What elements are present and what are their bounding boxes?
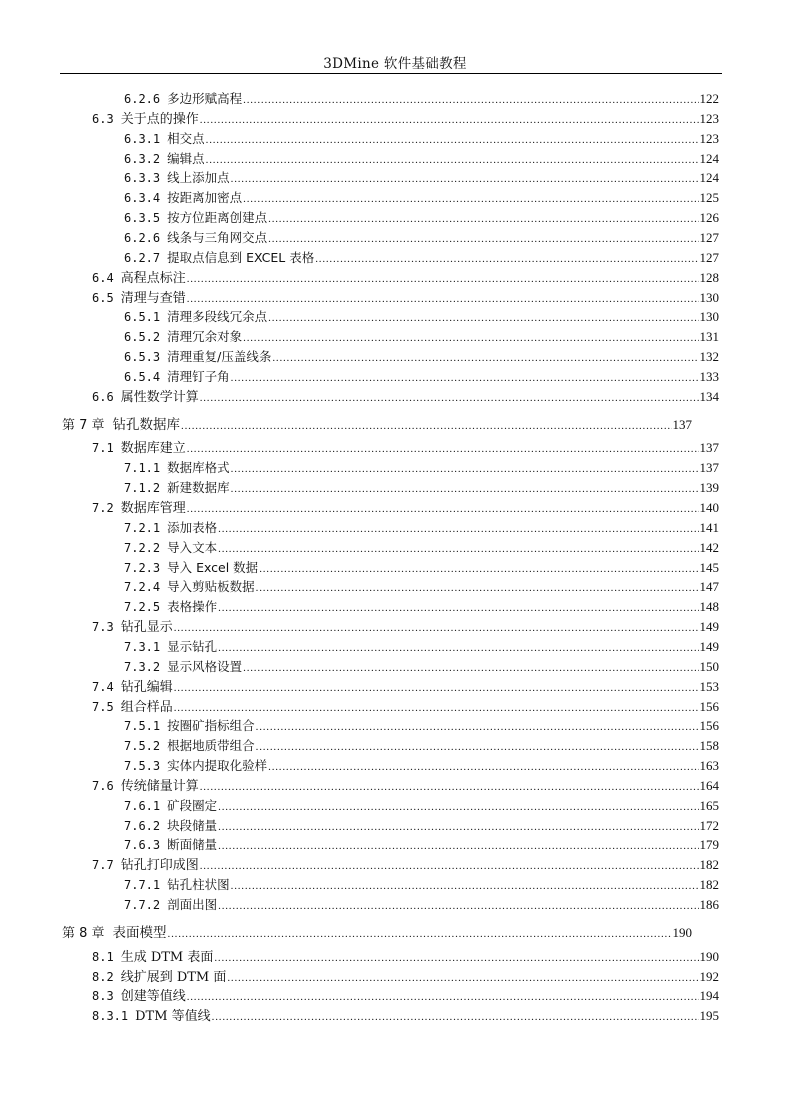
toc-page-number: 123 — [699, 110, 719, 126]
toc-entry-title: 新建数据库 — [167, 480, 230, 496]
toc-entry-number: 6.6 — [92, 389, 114, 404]
toc-entry-number: 7.5.3 — [124, 759, 161, 774]
toc-entry-number: 7.3 — [92, 620, 114, 635]
toc-entry-title: 线扩展到 DTM 面 — [120, 969, 227, 985]
toc-dot-leader — [174, 678, 699, 698]
toc-entry[interactable] — [124, 796, 719, 816]
toc-entry-title: 线条与三角网交点 — [167, 229, 268, 245]
toc-entry-number: 6.3.5 — [124, 211, 161, 226]
toc-page-number: 156 — [699, 718, 719, 734]
toc-entry-number: 8.3.1 — [92, 1009, 129, 1024]
toc-entry-number: 8.2 — [92, 969, 114, 984]
toc-entry[interactable] — [124, 129, 719, 149]
toc-entry-number: 6.3.4 — [124, 191, 161, 206]
toc-dot-leader — [200, 388, 699, 408]
toc-page-number: 125 — [699, 190, 719, 206]
toc-entry-title: 显示钻孔 — [167, 638, 218, 654]
toc-entry[interactable] — [124, 816, 719, 836]
toc-dot-leader — [231, 459, 699, 479]
toc-entry-title: 传统储量计算 — [120, 778, 199, 794]
toc-entry[interactable] — [124, 149, 719, 169]
toc-page-number: 130 — [699, 289, 719, 305]
toc-dot-leader — [268, 209, 698, 229]
toc-dot-leader — [206, 150, 699, 170]
toc-entry-number: 8.3 — [92, 989, 114, 1004]
toc-entry-title: 数据库管理 — [120, 501, 186, 516]
toc-entry-number: 6.5.4 — [124, 369, 161, 384]
toc-dot-leader — [187, 289, 699, 309]
toc-entry-title: 钻孔打印成图 — [120, 858, 199, 874]
toc-entry-title: 钻孔显示 — [120, 620, 173, 636]
toc-dot-leader — [268, 757, 698, 777]
toc-dot-leader — [259, 559, 698, 579]
toc-page-number: 149 — [699, 619, 719, 635]
toc-dot-leader — [218, 519, 698, 539]
toc-entry[interactable] — [124, 538, 719, 558]
toc-dot-leader — [218, 598, 698, 618]
toc-entry-title: 清理冗余对象 — [167, 329, 243, 345]
toc-entry[interactable] — [92, 438, 719, 458]
toc-dot-leader — [218, 797, 698, 817]
toc-entry-number: 6.2.6 — [124, 230, 161, 245]
toc-entry-title: 数据库格式 — [167, 460, 230, 476]
toc-entry-number: 6.2.6 — [124, 92, 161, 106]
toc-page-number: 186 — [699, 897, 719, 912]
toc-page-number: 163 — [699, 758, 719, 774]
toc-entry-title: 实体内提取化验样 — [167, 758, 268, 774]
toc-dot-leader — [243, 90, 698, 110]
toc-entry[interactable] — [124, 756, 719, 776]
toc-entry-number: 第 7 章 — [62, 417, 105, 433]
toc-entry-title: 添加表格 — [167, 519, 218, 535]
toc-entry-number: 7.2 — [92, 501, 114, 515]
toc-entry-number: 7.2.5 — [124, 600, 161, 615]
toc-page-number: 133 — [699, 368, 719, 384]
toc-entry[interactable] — [92, 967, 719, 987]
toc-entry[interactable] — [124, 168, 719, 188]
toc-dot-leader — [187, 987, 699, 1007]
toc-dot-leader — [227, 968, 698, 988]
toc-dot-leader — [218, 896, 698, 916]
toc-dot-leader — [200, 777, 699, 797]
toc-entry-number: 6.2.7 — [124, 250, 161, 265]
toc-entry-title: 导入文本 — [167, 539, 218, 555]
toc-entry-title: DTM 等值线 — [135, 1009, 211, 1025]
toc-entry-title: 断面储量 — [167, 837, 218, 853]
toc-entry[interactable] — [92, 697, 719, 717]
toc-entry[interactable] — [92, 855, 719, 875]
toc-entry-number: 6.3 — [92, 111, 114, 126]
toc-entry-title: 按方位距离创建点 — [167, 210, 268, 226]
toc-entry-number: 6.5.3 — [124, 350, 161, 365]
toc-entry-title: 创建等值线 — [120, 989, 186, 1005]
toc-entry-title: 表格操作 — [167, 599, 218, 615]
toc-page-number: 172 — [699, 817, 719, 833]
toc-page-number: 137 — [699, 440, 719, 456]
toc-entry-number: 6.5.1 — [124, 310, 161, 325]
toc-page-number: 150 — [699, 658, 719, 674]
toc-entry[interactable] — [92, 986, 719, 1006]
toc-entry-number: 7.3.2 — [124, 659, 161, 674]
toc-entry-title: 块段储量 — [167, 817, 218, 833]
toc-entry-number: 7.6.1 — [124, 798, 161, 813]
toc-entry-number: 6.5 — [92, 290, 114, 305]
toc-entry-number: 6.3.3 — [124, 171, 161, 186]
toc-entry-number: 第 8 章 — [62, 925, 105, 941]
toc-entry-number: 7.6.3 — [124, 838, 161, 853]
toc-entry[interactable] — [92, 498, 719, 518]
toc-page-number: 124 — [699, 150, 719, 166]
toc-chapter-entry[interactable] — [62, 923, 692, 943]
toc-dot-leader — [214, 948, 698, 968]
header-divider — [60, 73, 722, 74]
toc-dot-leader — [218, 836, 698, 856]
toc-page-number: 131 — [699, 329, 719, 345]
toc-page-number: 142 — [699, 539, 719, 555]
toc-entry[interactable] — [92, 776, 719, 796]
toc-entry-title: 按圈矿指标组合 — [167, 718, 255, 734]
toc-chapter-entry[interactable] — [62, 415, 692, 435]
toc-entry-number: 7.2.4 — [124, 580, 161, 595]
toc-entry-title: 钻孔数据库 — [112, 416, 181, 433]
toc-dot-leader — [256, 737, 699, 757]
toc-entry-title: 关于点的操作 — [120, 111, 199, 127]
toc-page-number: 139 — [699, 480, 719, 496]
toc-dot-leader — [231, 368, 699, 388]
toc-entry[interactable] — [124, 478, 719, 498]
toc-page-number: 126 — [699, 210, 719, 226]
toc-entry-title: 生成 DTM 表面 — [120, 949, 214, 965]
toc-entry-number: 7.5.1 — [124, 719, 161, 734]
toc-page-number: 132 — [699, 349, 719, 365]
toc-entry[interactable] — [92, 109, 719, 129]
toc-entry[interactable] — [92, 288, 719, 308]
toc-page-number: 122 — [699, 91, 719, 106]
toc-entry-title: 多边形赋高程 — [167, 91, 243, 106]
toc-page-number: 156 — [699, 698, 719, 714]
toc-entry[interactable] — [92, 677, 719, 697]
toc-dot-leader — [268, 229, 698, 249]
toc-dot-leader — [200, 856, 699, 876]
toc-page-number: 130 — [699, 309, 719, 325]
toc-entry-title: 数据库建立 — [120, 441, 186, 457]
toc-entry[interactable] — [124, 248, 719, 268]
toc-entry-title: 导入 Excel 数据 — [167, 559, 259, 575]
toc-entry[interactable] — [124, 716, 719, 736]
toc-entry-number: 7.5.2 — [124, 739, 161, 754]
toc-entry-title: 钻孔柱状图 — [167, 877, 230, 893]
toc-page-number: 128 — [699, 269, 719, 285]
toc-entry[interactable] — [124, 558, 719, 578]
toc-page-number: 149 — [699, 638, 719, 654]
toc-entry-title: 显示风格设置 — [167, 658, 243, 674]
toc-entry-title: 清理重复/压盖线条 — [167, 349, 272, 365]
toc-dot-leader — [187, 439, 699, 459]
toc-entry-number: 7.5 — [92, 699, 114, 714]
toc-entry-title: 组合样品 — [120, 699, 173, 715]
toc-entry-number: 6.4 — [92, 270, 114, 285]
toc-entry[interactable] — [124, 835, 719, 855]
toc-dot-leader — [218, 539, 698, 559]
toc-entry-number: 7.7.1 — [124, 878, 161, 893]
toc-entry[interactable] — [92, 268, 719, 288]
toc-entry[interactable] — [124, 228, 719, 248]
toc-entry-number: 7.6 — [92, 778, 114, 793]
toc-dot-leader — [231, 876, 699, 896]
toc-page-number: 127 — [699, 249, 719, 265]
toc-page-number: 147 — [699, 579, 719, 595]
toc-entry-title: 线上添加点 — [167, 170, 230, 186]
toc-entry-title: 相交点 — [167, 130, 205, 146]
toc-entry[interactable] — [124, 637, 719, 657]
toc-entry-number: 7.4 — [92, 679, 114, 694]
toc-page-number: 124 — [699, 170, 719, 186]
toc-dot-leader — [315, 249, 698, 269]
toc-page-number: 140 — [699, 500, 719, 515]
toc-dot-leader — [268, 308, 698, 328]
toc-dot-leader — [181, 416, 671, 436]
toc-page-number: 192 — [699, 968, 719, 984]
toc-dot-leader — [200, 110, 699, 130]
toc-page-number: 148 — [699, 599, 719, 615]
toc-entry-title: 按距离加密点 — [167, 190, 243, 206]
toc-dot-leader — [231, 479, 699, 499]
toc-dot-leader — [243, 328, 698, 348]
toc-page-number: 153 — [699, 678, 719, 694]
toc-page-number: 145 — [699, 559, 719, 575]
toc-entry-title: 高程点标注 — [120, 270, 186, 286]
toc-dot-leader — [174, 618, 699, 638]
toc-dot-leader — [256, 717, 699, 737]
toc-entry[interactable] — [92, 1006, 719, 1026]
toc-entry[interactable] — [92, 617, 719, 637]
toc-entry[interactable] — [124, 597, 719, 617]
toc-entry[interactable] — [92, 387, 719, 407]
toc-entry[interactable] — [124, 188, 719, 208]
toc-dot-leader — [272, 348, 698, 368]
toc-page-number: 179 — [699, 837, 719, 853]
toc-entry-number: 7.1 — [92, 441, 114, 456]
toc-page-number: 127 — [699, 229, 719, 245]
toc-entry-title: 钻孔编辑 — [120, 679, 173, 695]
toc-entry-title: 根据地质带组合 — [167, 738, 255, 754]
toc-entry-number: 6.5.2 — [124, 330, 161, 345]
toc-entry-number: 7.1.1 — [124, 461, 161, 476]
toc-entry-number: 7.2.3 — [124, 560, 161, 575]
toc-entry[interactable] — [124, 208, 719, 228]
toc-entry-title: 清理钉子角 — [167, 368, 230, 384]
toc-entry[interactable] — [92, 947, 719, 967]
toc-entry-number: 6.3.2 — [124, 151, 161, 166]
toc-page-number: 158 — [699, 738, 719, 754]
toc-entry-title: 剖面出图 — [167, 897, 218, 912]
toc-dot-leader — [243, 189, 698, 209]
toc-entry-title: 表面模型 — [112, 924, 167, 941]
toc-entry[interactable] — [124, 875, 719, 895]
toc-entry-number: 7.7 — [92, 858, 114, 873]
toc-dot-leader — [187, 499, 699, 519]
toc-entry[interactable] — [124, 657, 719, 677]
toc-dot-leader — [218, 817, 698, 837]
toc-entry-title: 编辑点 — [167, 150, 205, 166]
toc-entry[interactable] — [124, 458, 719, 478]
toc-dot-leader — [174, 698, 699, 718]
toc-entry-number: 8.1 — [92, 949, 114, 964]
toc-entry-number: 7.7.2 — [124, 898, 161, 912]
toc-entry-title: 矿段圈定 — [167, 797, 218, 813]
toc-entry[interactable] — [124, 895, 719, 915]
toc-dot-leader — [218, 638, 698, 658]
toc-entry-number: 7.2.2 — [124, 540, 161, 555]
toc-entry-title: 清理与查错 — [120, 290, 186, 306]
toc-entry-number: 6.3.1 — [124, 131, 161, 146]
toc-entry[interactable] — [124, 736, 719, 756]
page-header-title: 3DMine 软件基础教程 — [323, 56, 467, 72]
toc-dot-leader — [212, 1007, 699, 1027]
toc-entry-number: 7.6.2 — [124, 818, 161, 833]
toc-page-number: 123 — [699, 130, 719, 146]
toc-entry[interactable] — [124, 518, 719, 538]
toc-page-number: 194 — [699, 988, 719, 1004]
toc-entry-title: 导入剪贴板数据 — [167, 579, 255, 595]
toc-entry[interactable] — [124, 307, 719, 327]
toc-dot-leader — [206, 130, 699, 150]
toc-dot-leader — [243, 658, 698, 678]
toc-entry-number: 7.3.1 — [124, 639, 161, 654]
toc-dot-leader — [187, 269, 699, 289]
toc-page-number: 134 — [699, 388, 719, 404]
toc-entry[interactable] — [124, 327, 719, 347]
toc-page-number: 190 — [699, 948, 719, 964]
toc-page-number: 141 — [699, 519, 719, 535]
toc-entry-number: 7.1.2 — [124, 481, 161, 496]
toc-entry[interactable] — [124, 347, 719, 367]
toc-page-number: 195 — [699, 1008, 719, 1024]
toc-page-number: 190 — [672, 924, 692, 940]
toc-entry-number: 7.2.1 — [124, 520, 161, 535]
toc-page-number: 182 — [699, 857, 719, 873]
toc-page-number: 165 — [699, 797, 719, 813]
toc-dot-leader — [168, 924, 672, 944]
toc-entry[interactable] — [124, 367, 719, 387]
toc-entry-title: 属性数学计算 — [120, 389, 199, 405]
toc-entry-title: 清理多段线冗余点 — [167, 309, 268, 325]
toc-entry[interactable] — [124, 89, 719, 109]
toc-entry[interactable] — [124, 577, 719, 597]
toc-entry-title: 提取点信息到 EXCEL 表格 — [167, 249, 315, 265]
toc-page-number: 137 — [699, 460, 719, 476]
toc-dot-leader — [256, 578, 699, 598]
toc-page-number: 137 — [672, 416, 692, 432]
toc-page-number: 164 — [699, 777, 719, 793]
toc-page-number: 182 — [699, 877, 719, 893]
toc-dot-leader — [231, 169, 699, 189]
